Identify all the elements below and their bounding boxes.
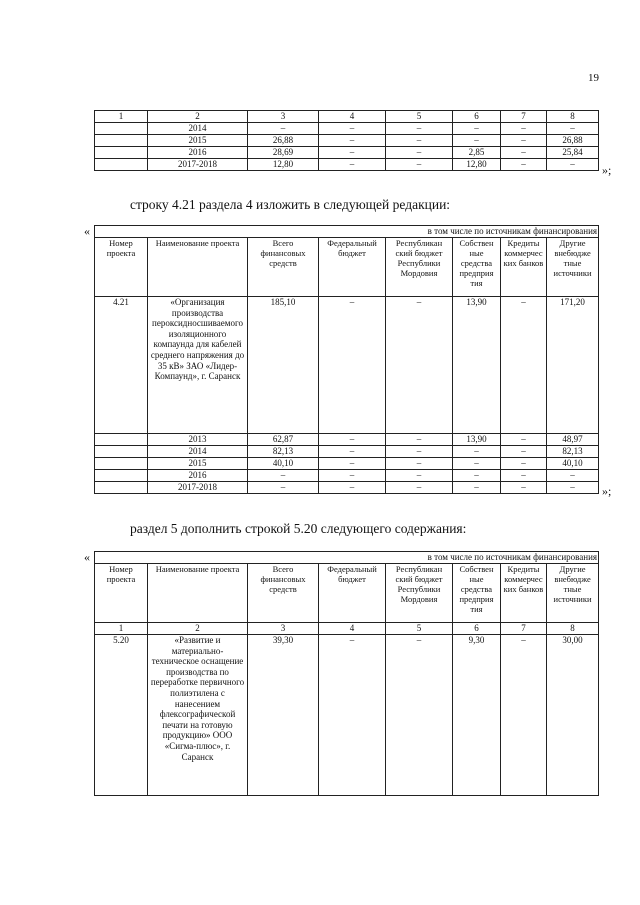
table-cell (95, 470, 148, 482)
table-cell (95, 458, 148, 470)
opening-quote-mark: « (84, 550, 90, 564)
table-cell: – (386, 458, 453, 470)
table-row (95, 446, 599, 458)
table-row (95, 159, 599, 171)
header-cell: Федеральный бюджет (319, 564, 386, 623)
closing-quote-mark: »; (602, 484, 612, 498)
table-continuation (94, 110, 599, 171)
table-cell: – (453, 135, 501, 147)
table-cell: – (501, 159, 547, 171)
table-cell: – (386, 297, 453, 434)
table-cell: 40,10 (547, 458, 599, 470)
header-cell: Всего финансовых средств (248, 238, 319, 297)
header-cell: Номер проекта (95, 564, 148, 623)
table-cell: – (386, 147, 453, 159)
table-cell: – (386, 446, 453, 458)
header-cell: Номер проекта (95, 238, 148, 297)
table-cell: – (386, 470, 453, 482)
table-cell: 8 (547, 111, 599, 123)
table-cell: 2017-2018 (148, 482, 248, 494)
table-cell (95, 482, 148, 494)
table-cell: 185,10 (248, 297, 319, 434)
table-row (95, 147, 599, 159)
table-cell: 3 (248, 111, 319, 123)
table-cell: 30,00 (547, 635, 599, 796)
table-cell: 171,20 (547, 297, 599, 434)
header-cell: Кредиты коммерчес ких банков (501, 238, 547, 297)
table-cell: – (248, 482, 319, 494)
table-cell: – (319, 434, 386, 446)
table-row (95, 123, 599, 135)
table-cell: – (386, 482, 453, 494)
table-cell: – (386, 123, 453, 135)
project-number: 4.21 (95, 297, 148, 434)
opening-quote-mark: « (84, 224, 90, 238)
table-cell: 2 (148, 623, 248, 635)
financing-header-row (95, 226, 599, 238)
table-row (95, 470, 599, 482)
table-cell: – (501, 135, 547, 147)
table-cell: – (248, 123, 319, 135)
table-cell: 9,30 (453, 635, 501, 796)
closing-quote-mark: »; (602, 163, 612, 177)
financing-header: в том числе по источникам финансирования (95, 226, 599, 238)
header-cell: Всего финансовых средств (248, 564, 319, 623)
table-cell: 2014 (148, 123, 248, 135)
table-cell: – (501, 470, 547, 482)
header-cell: Федеральный бюджет (319, 238, 386, 297)
header-cell: Республикан ский бюджет Республики Мордовия (386, 564, 453, 623)
table-cell: 25,84 (547, 147, 599, 159)
header-cell: Собствен ные средства предприя тия (453, 238, 501, 297)
table-cell: 6 (453, 623, 501, 635)
instruction-heading-1: строку 4.21 раздела 4 изложить в следующей редакции: (130, 197, 451, 212)
table-cell: 6 (453, 111, 501, 123)
table-cell: – (453, 458, 501, 470)
table-cell: – (547, 470, 599, 482)
table-cell: 40,10 (248, 458, 319, 470)
project-name: «Развитие и материально-техническое оснащение производства по переработке первичного полиэтилена с нанесением флексографической печати на готовую продукцию» ООО «Сигма-плюс», г. Саранск (148, 635, 248, 796)
table-cell: 2017-2018 (148, 159, 248, 171)
table-cell: – (319, 147, 386, 159)
table-cell: – (319, 470, 386, 482)
table-column-numbers-row (95, 623, 599, 635)
table-cell: – (453, 123, 501, 135)
table-project-5-20 (94, 551, 599, 796)
table-cell: – (319, 446, 386, 458)
table-header-row (95, 564, 599, 623)
table-cell: – (319, 458, 386, 470)
table-cell: – (501, 297, 547, 434)
header-cell: Наименование проекта (148, 238, 248, 297)
table-cell: – (453, 446, 501, 458)
table-cell: 2015 (148, 458, 248, 470)
table-cell: 62,87 (248, 434, 319, 446)
table-cell: – (319, 135, 386, 147)
table-cell: – (547, 159, 599, 171)
table-row (95, 297, 599, 434)
table-cell: – (501, 482, 547, 494)
table-cell: 48,97 (547, 434, 599, 446)
table-cell: – (547, 123, 599, 135)
table-cell: – (386, 135, 453, 147)
table-row (95, 434, 599, 446)
table-cell: 8 (547, 623, 599, 635)
table-cell: – (319, 635, 386, 796)
table-project-4-21 (94, 225, 599, 494)
header-cell: Другие внебюдже тные источники (547, 564, 599, 623)
table-cell (95, 434, 148, 446)
table-cell (95, 446, 148, 458)
table-cell: 1 (95, 111, 148, 123)
table-cell: – (453, 482, 501, 494)
table-row (95, 482, 599, 494)
table-cell: – (319, 159, 386, 171)
table-cell: 5 (386, 623, 453, 635)
project-number: 5.20 (95, 635, 148, 796)
header-cell: Кредиты коммерчес ких банков (501, 564, 547, 623)
table-cell (95, 135, 148, 147)
table-cell: – (501, 446, 547, 458)
table-cell: 82,13 (547, 446, 599, 458)
instruction-heading-2: раздел 5 дополнить строкой 5.20 следующего содержания: (130, 521, 467, 536)
table-cell: 2013 (148, 434, 248, 446)
table-cell: – (501, 635, 547, 796)
table-cell: – (319, 297, 386, 434)
table-cell: – (501, 434, 547, 446)
table-row (95, 635, 599, 796)
table-cell: 2 (148, 111, 248, 123)
project-name: «Организация производства пероксидносшиваемого изоляционного компаунда для кабелей среднего напряжения до 35 кВ» ЗАО «Лидер-Компаунд», г. Саранск (148, 297, 248, 434)
table-cell: – (319, 482, 386, 494)
table-cell: 4 (319, 623, 386, 635)
table-cell: 12,80 (453, 159, 501, 171)
table-cell: – (501, 458, 547, 470)
table-cell: 3 (248, 623, 319, 635)
table-cell: 2016 (148, 470, 248, 482)
table-cell: – (386, 434, 453, 446)
table-cell: 26,88 (248, 135, 319, 147)
table-cell: 2,85 (453, 147, 501, 159)
table-cell: 4 (319, 111, 386, 123)
table-cell (95, 159, 148, 171)
table-row (95, 458, 599, 470)
header-cell: Собствен ные средства предприя тия (453, 564, 501, 623)
table-cell: 1 (95, 623, 148, 635)
table-cell: 12,80 (248, 159, 319, 171)
table-cell: 2016 (148, 147, 248, 159)
header-cell: Республикан ский бюджет Республики Мордовия (386, 238, 453, 297)
table-cell: – (248, 470, 319, 482)
table-cell: 5 (386, 111, 453, 123)
table-cell: – (501, 123, 547, 135)
table-cell: 13,90 (453, 434, 501, 446)
table-cell: 26,88 (547, 135, 599, 147)
table-cell: 39,30 (248, 635, 319, 796)
page-number: 19 (588, 72, 599, 84)
table-cell: – (386, 635, 453, 796)
table-column-numbers-row (95, 111, 599, 123)
table-header-row (95, 238, 599, 297)
table-cell: – (453, 470, 501, 482)
table-cell: 7 (501, 111, 547, 123)
table-cell: – (319, 123, 386, 135)
table-cell: – (501, 147, 547, 159)
table-row (95, 135, 599, 147)
financing-header-row (95, 552, 599, 564)
financing-header: в том числе по источникам финансирования (95, 552, 599, 564)
table-cell: 2015 (148, 135, 248, 147)
table-cell: 7 (501, 623, 547, 635)
table-cell: – (386, 159, 453, 171)
table-cell: 28,69 (248, 147, 319, 159)
table-cell (95, 147, 148, 159)
header-cell: Наименование проекта (148, 564, 248, 623)
table-cell: 2014 (148, 446, 248, 458)
table-cell: 82,13 (248, 446, 319, 458)
table-cell: – (547, 482, 599, 494)
table-cell: 13,90 (453, 297, 501, 434)
header-cell: Другие внебюдже тные источники (547, 238, 599, 297)
table-cell (95, 123, 148, 135)
